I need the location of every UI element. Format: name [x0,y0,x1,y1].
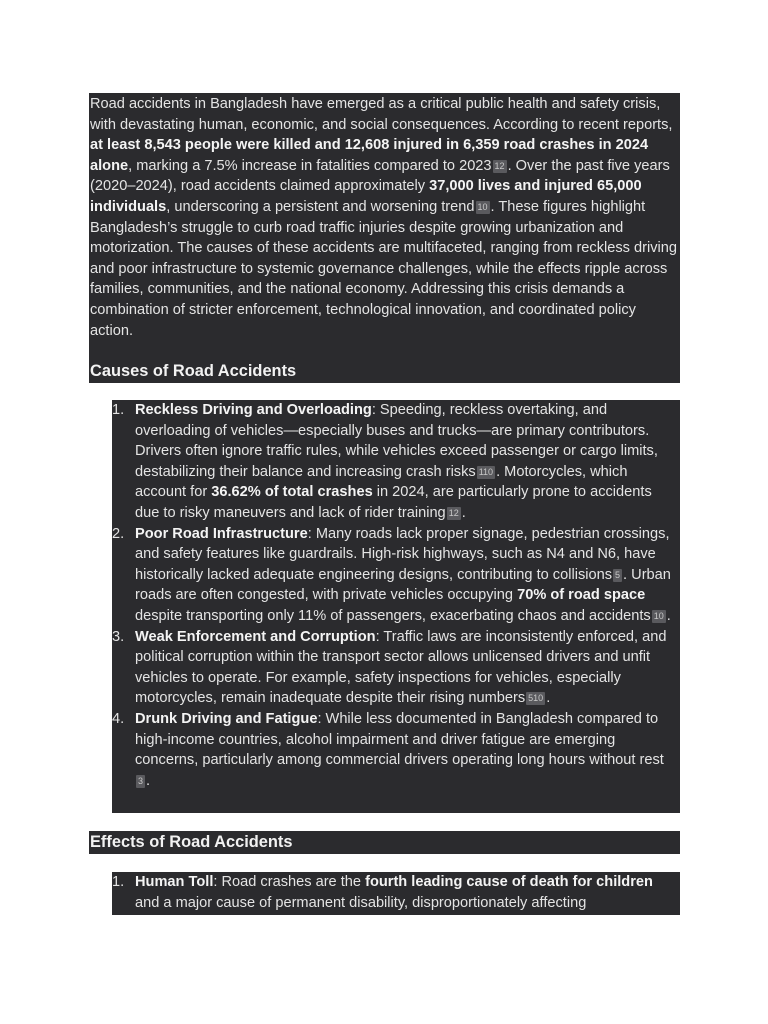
list-item [112,627,674,709]
item-text: and a major cause of permanent disability, disproportionately affecting [135,894,587,911]
item-text: : Road crashes are the [213,874,366,890]
item-text: . [461,504,466,521]
intro-section [89,93,680,383]
item-text: : Speeding, reckless overtaking, and overloading of vehicles—especially buses and trucks—are primary contributors. Drivers often ignore traffic rules, while vehicles exceed passenger or cargo limits, destabilizing their balance and increasing crash risks [135,402,658,480]
list-item [112,400,674,524]
item-text: : While less documented in Bangladesh compared to high-income countries, alcohol impairment and driver fatigue are emerging concerns, particularly among commercial drivers operating long hours without rest [135,710,664,769]
list-number: 2. [112,525,125,542]
item-title: Human Toll [135,874,214,890]
citation-badge[interactable]: 10 [477,201,488,212]
item-text: . [666,607,671,624]
citation-badge[interactable]: 510 [528,693,544,704]
list-number: 4. [112,710,125,727]
item-text: : Traffic laws are inconsistently enforced, and political corruption within the transport sector allows unlicensed drivers and unfit vehicles to operate. For example, safety inspections for vehicles, especially motorcycles, remain inadequate despite their rising numbers [135,628,667,707]
citation-badge[interactable]: 12 [494,160,505,171]
intro-text: , underscoring a persistent and worsening trend [166,198,475,215]
item-text: in 2024, are particularly prone to accidents due to risky maneuvers and lack of rider training [135,484,652,521]
intro-paragraph [90,94,677,341]
item-text: : Many roads lack proper signage, pedestrian crossings, and safety features like guardrails. High-risk highways, such as N4 and N6, have historically lacked adequate engineering designs, contributing to collisions [135,525,670,583]
item-title: Reckless Driving and Overloading [135,402,372,418]
item-text: . Motorcycles, which account for [135,463,628,501]
list-number: 1. [112,874,125,890]
list-item [112,524,674,627]
intro-text: . These figures highlight Bangladesh’s struggle to curb road traffic injuries despite growing urbanization and motorization. The causes of these accidents are multifaceted, ranging from reckless driving and poor infrastructure to systemic governance challenges, while the effects ripple across families, communities, and the national economy. Addressing this crisis demands a combination of stricter enforcement, technological innovation, and coordinated policy action. [90,198,678,339]
item-title: Drunk Driving and Fatigue [135,710,318,727]
item-text: . [146,772,151,789]
citation-badge[interactable]: 110 [478,466,494,477]
causes-list-section [112,400,680,813]
effects-list [112,872,674,913]
list-number: 1. [112,402,125,418]
intro-text: . Over the past five years (2020–2024), road accidents claimed approximately [90,157,670,195]
list-item [112,709,674,791]
item-text: . Urban roads are often congested, with private vehicles occupying [135,566,671,604]
list-item [112,872,674,913]
causes-heading: Causes of Road Accidents [90,362,297,381]
citation-badge[interactable]: 3 [138,775,144,786]
list-number: 3. [112,628,125,645]
citation-badge[interactable]: 12 [448,507,459,518]
effects-heading: Effects of Road Accidents [89,831,680,854]
item-title: Poor Road Infrastructure [135,525,308,542]
item-text: . [546,690,551,707]
intro-text: Road accidents in Bangladesh have emerged as a critical public health and safety crisis, with devastating human, economic, and social consequences. According to recent reports, [90,96,673,133]
item-title: Weak Enforcement and Corruption [135,628,376,645]
intro-text: , marking a 7.5% increase in fatalities compared to 2023 [128,157,492,174]
citation-badge[interactable]: 10 [653,610,664,621]
intro-bold: at least 8,543 people were killed and 12,608 injured in 6,359 road crashes in 2024 alone [90,137,649,174]
item-bold: 36.62% of total crashes [211,484,373,501]
effects-list-section [112,872,680,915]
item-bold: 70% of road space [517,587,646,604]
item-bold: fourth leading cause of death for children [365,874,653,890]
causes-list [112,400,674,791]
intro-bold: 37,000 lives and injured 65,000 individuals [90,178,642,215]
citation-badge[interactable]: 5 [615,569,621,580]
item-text: despite transporting only 11% of passengers, exacerbating chaos and accidents [135,607,651,624]
